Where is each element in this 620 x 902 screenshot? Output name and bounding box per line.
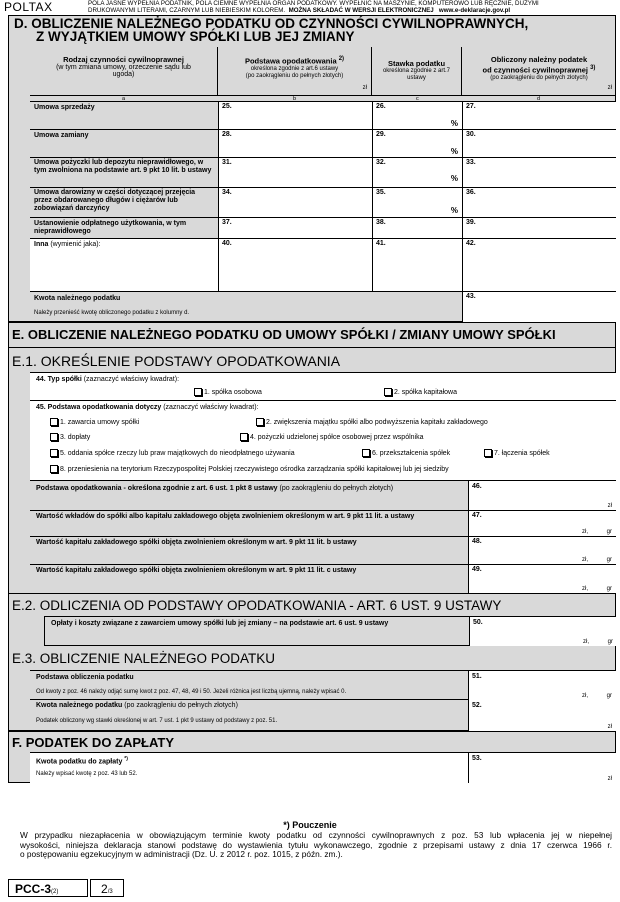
f48-label: Wartość kapitału zakładowego spółki objęta zwolnieniem określonym w art. 9 pkt 11 lit. b ustawy [36, 539, 357, 546]
field-35-num: 35. [376, 189, 386, 196]
field-40[interactable]: 40. [218, 239, 372, 292]
inna-rest: (wymienić jaka): [48, 241, 101, 248]
f51-label: Podstawa obliczenia podatku [36, 674, 134, 681]
field-46-row [30, 481, 616, 511]
header-line-2 [88, 7, 616, 14]
f44-opt1-label: 1. spółka osobowa [203, 388, 262, 396]
f49-label: Wartość kapitału zakładowego spółki objęta zwolnieniem określonym w art. 9 pkt 11 lit. c ustawy [36, 567, 357, 574]
field-51-row [30, 670, 616, 700]
col-d-header [462, 47, 616, 95]
section-d-title-line2: Z WYJĄTKIEM UMOWY SPÓŁKI LUB JEJ ZMIANY [36, 29, 355, 44]
field-37[interactable]: 37. [218, 218, 372, 249]
f51-zl: zł, [582, 693, 588, 699]
table-row [30, 102, 616, 130]
field-33[interactable]: 33. [462, 158, 616, 187]
f53-label: Kwota podatku do zapłaty [36, 758, 123, 766]
field-38-num: 38. [376, 219, 386, 226]
row-label: Umowa sprzedaży [34, 104, 95, 111]
f51-note: Od kwoty z poz. 46 należy odjąć sumę kwot z poz. 47, 48, 49 i 50. Jeżeli różnica jest liczbą ujemną, należy wpisać 0. [36, 689, 347, 695]
f49-zl: zł, [582, 586, 588, 592]
col-b-zl: zł [362, 85, 367, 91]
col-a-title: Rodzaj czynności cywilnoprawnej [63, 55, 184, 64]
field-51[interactable] [468, 671, 616, 700]
f52-label: Kwota należnego podatku [36, 702, 123, 709]
header-line-2a: DRUKOWANYMI LITERAMI, CZARNYM LUB NIEBIESKIM KOLOREM. [88, 7, 286, 14]
col-d-sup: 3) [590, 65, 596, 71]
field-48[interactable] [468, 537, 616, 564]
pct-sign: % [450, 206, 458, 215]
f44-option-1[interactable] [194, 388, 262, 396]
section-d-title [14, 17, 614, 43]
checkbox-icon[interactable] [256, 418, 264, 426]
header-line-2b: MOŻNA SKŁADAĆ W WERSJI ELEKTRONICZNEJ [288, 7, 434, 14]
f53-note: Należy wpisać kwotę z poz. 43 lub 52. [36, 771, 138, 777]
f47-zl: zł, [582, 529, 588, 535]
checkbox-icon[interactable] [484, 449, 492, 457]
checkbox-icon[interactable] [240, 433, 248, 441]
f45-opt4-label: 4. pożyczki udzielonej spółce osobowej przez wspólnika [249, 433, 424, 441]
f44-opt2-label: 2. spółka kapitałowa [393, 388, 457, 396]
col-c-header [372, 47, 462, 95]
col-b-title: Podstawa opodatkowania [244, 56, 337, 66]
checkbox-icon[interactable] [50, 418, 58, 426]
f45-option-3[interactable] [50, 433, 90, 441]
form-code [8, 879, 88, 897]
col-d-title1: Obliczony należny podatek [490, 55, 588, 64]
checkbox-icon[interactable] [50, 465, 58, 473]
col-d-title2: od czynności cywilnoprawnej [482, 65, 588, 75]
row-label: Umowa zamiany [34, 132, 89, 139]
kwota-43-row [30, 292, 616, 322]
f50-num: 50. [473, 619, 483, 626]
f45-opt1-label: 1. zawarcia umowy spółki [59, 418, 140, 426]
f45-opt7-label: 7. łączenia spółek [493, 449, 550, 457]
table-row [30, 130, 616, 158]
f44-label: 44. Typ spółki [36, 376, 82, 383]
row-label: Umowa darowizny w części dotyczącej przejęcia przez obdarowanego długów i ciężarów lub zobowiązań darczyńcy [34, 189, 196, 212]
kwota-43-label: Kwota należnego podatku [34, 295, 121, 302]
f53-zl: zł [607, 776, 612, 782]
f45-opt5-label: 5. oddania spółce rzeczy lub praw majątkowych do nieodpłatnego używania [59, 449, 295, 457]
letter-b: b [293, 96, 297, 102]
header-instructions [88, 0, 616, 14]
section-e-title: E. OBLICZENIE NALEŻNEGO PODATKU OD UMOWY SPÓŁKI / ZMIANY UMOWY SPÓŁKI [12, 327, 556, 342]
divider [8, 347, 616, 348]
section-f-title: F. PODATEK DO ZAPŁATY [12, 735, 175, 750]
col-c-title: Stawka podatku [387, 59, 446, 68]
f45-opt2-label: 2. zwiększenia majątku spółki albo podwyższenia kapitału zakładowego [265, 418, 488, 426]
section-e2-title: E.2. ODLICZENIA OD PODSTAWY OPODATKOWANIA - ART. 6 UST. 9 USTAWY [12, 598, 502, 613]
col-b-header [218, 47, 372, 95]
inna-label[interactable] [34, 241, 101, 249]
section-d-rows [30, 102, 616, 252]
row-label: Umowa pożyczki lub depozytu nieprawidłowego, w tym zwolniona na podstawie art. 9 pkt 10 lit. b ustawy [34, 159, 212, 174]
field-42[interactable]: 42. [462, 239, 616, 292]
field-49-row [30, 565, 616, 593]
f50-gr: gr [607, 639, 613, 645]
field-44 [30, 372, 616, 401]
field-43[interactable]: 43. [462, 292, 616, 322]
pct-sign: % [450, 147, 458, 156]
field-52[interactable] [468, 700, 616, 731]
field-45 [30, 401, 616, 481]
field-28[interactable]: 28. [218, 130, 372, 157]
field-34[interactable]: 34. [218, 188, 372, 217]
letter-a: a [122, 96, 126, 102]
f51-num: 51. [472, 673, 482, 680]
f44-note: (zaznaczyć właściwy kwadrat): [81, 376, 180, 383]
col-d-sub: (po zaokrągleniu do pełnych złotych) [490, 74, 588, 81]
field-35[interactable] [372, 188, 462, 217]
f45-note: (zaznaczyć właściwy kwadrat): [161, 404, 259, 411]
f45-option-2[interactable] [256, 418, 488, 426]
column-headers [30, 47, 616, 95]
f50-zl: zł, [583, 639, 589, 645]
f46-note: (po zaokrągleniu do pełnych złotych) [277, 485, 394, 492]
checkbox-icon[interactable] [50, 449, 58, 457]
field-39[interactable]: 39. [462, 218, 616, 249]
letter-c: c [416, 96, 419, 102]
inna-row [30, 238, 616, 292]
header-line-1: POLA JASNE WYPEŁNIA PODATNIK, POLA CIEMNE WYPEŁNIA ORGAN PODATKOWY. WYPEŁNIĆ NA MASZYNIE, KOMPUTEROWO LUB RĘCZNIE, DUŻYMI [88, 0, 539, 7]
checkbox-icon[interactable] [194, 388, 202, 396]
f44-option-2[interactable] [384, 388, 457, 396]
form-version: (2) [51, 889, 59, 895]
section-e1-title: E.1. OKREŚLENIE PODSTAWY OPODATKOWANIA [12, 353, 341, 369]
table-row [30, 158, 616, 188]
kwota-43-note: Należy przenieść kwotę obliczonego podatku z kolumny d. [34, 310, 190, 316]
field-30[interactable]: 30. [462, 130, 616, 157]
col-c-sub1: określona zgodnie z art.7 [382, 68, 451, 74]
field-32[interactable] [372, 158, 462, 187]
section-d-title-line1: D. OBLICZENIE NALEŻNEGO PODATKU OD CZYNNOŚCI CYWILNOPRAWNYCH, [14, 16, 529, 31]
f47-gr: gr [606, 529, 612, 535]
field-52-row [30, 700, 616, 731]
pct-sign: % [450, 119, 458, 128]
f47-label: Wartość wkładów do spółki albo kapitału zakładowego objęta zwolnieniem określonym w art. 9 pkt 11 lit. a ustawy [36, 513, 415, 520]
inna-bold: Inna [34, 241, 49, 248]
field-50[interactable] [469, 617, 617, 646]
checkbox-icon[interactable] [50, 433, 58, 441]
field-47-row [30, 511, 616, 537]
col-b-sub1: określona zgodnie z art.6 ustawy [250, 65, 339, 72]
field-49[interactable] [468, 565, 616, 593]
f53-num: 53. [472, 755, 482, 762]
page-total: /3 [107, 889, 113, 895]
poltax-brand: POLTAX [4, 0, 53, 14]
f45-option-4[interactable] [240, 433, 424, 441]
page-current: 2 [101, 882, 108, 896]
table-row [30, 188, 616, 218]
pct-sign: % [450, 174, 458, 183]
col-a-subtitle: (w tym zmiana umowy, orzeczenie sądu lub ugoda) [56, 64, 191, 78]
field-46[interactable] [468, 481, 616, 510]
checkbox-icon[interactable] [384, 388, 392, 396]
f46-zl: zł [607, 503, 612, 509]
f50-label: Opłaty i koszty związane z zawarciem umowy spółki lub jej zmiany – na podstawie art. 6 ust. 9 ustawy [51, 620, 389, 627]
f45-option-8[interactable] [50, 465, 449, 473]
section-e3-title: E.3. OBLICZENIE NALEŻNEGO PODATKU [12, 651, 276, 666]
f49-gr: gr [606, 586, 612, 592]
field-26[interactable] [372, 102, 462, 129]
field-25[interactable]: 25. [218, 102, 372, 129]
f52-note: Podatek obliczony wg stawki określonej w art. 7 ust. 1 pkt 9 ustawy od podstawy z poz. 51. [36, 718, 278, 724]
f45-opt6-label: 6. przekształcenia spółek [371, 449, 451, 457]
col-b-sub2: (po zaokrągleniu do pełnych złotych) [245, 72, 344, 79]
f48-gr: gr [606, 557, 612, 563]
pouczenie-line3: o postępowaniu egzekucyjnym w administracji (Dz. U. z 2012 r. poz. 1015, z późn. zm.). [20, 849, 343, 859]
f45-option-1[interactable] [50, 418, 139, 426]
f48-zl: zł, [582, 557, 588, 563]
field-31[interactable]: 31. [218, 158, 372, 187]
f46-label: Podstawa opodatkowania - określona zgodnie z art. 6 ust. 1 pkt 8 ustawy [36, 485, 278, 492]
field-29[interactable] [372, 130, 462, 157]
field-26-num: 26. [376, 103, 386, 110]
f45-opt8-label: 8. przeniesienia na terytorium Rzeczypospolitej Polskiej rzeczywistego ośrodka zarządzania spółki kapitałowej lub jej siedziby [59, 465, 449, 473]
col-d-zl: zł [607, 85, 612, 91]
f45-opt3-label: 3. dopłaty [59, 433, 91, 441]
checkbox-icon[interactable] [362, 449, 370, 457]
divider [8, 593, 616, 594]
column-letters [30, 95, 616, 102]
form-code-text: PCC-3 [15, 882, 52, 896]
f48-num: 48. [472, 538, 482, 545]
field-53[interactable] [468, 753, 616, 783]
field-50-row [44, 616, 616, 646]
f49-num: 49. [472, 566, 482, 573]
field-41[interactable]: 41. [372, 239, 462, 292]
page-number [90, 879, 124, 897]
pouczenie-text [20, 831, 612, 860]
pouczenie-title: *) Pouczenie [283, 820, 337, 830]
field-32-num: 32. [376, 159, 386, 166]
f51-gr: gr [606, 693, 612, 699]
f45-label: 45. Podstawa opodatkowania dotyczy [36, 404, 162, 411]
f45-option-5[interactable] [50, 449, 295, 457]
header-link[interactable]: www.e-deklaracje.gov.pl [438, 7, 511, 14]
field-47[interactable] [468, 511, 616, 536]
f52-zl: zł [607, 724, 612, 730]
f45-option-7[interactable] [484, 449, 550, 457]
field-27[interactable]: 27. [462, 102, 616, 129]
row-label: Ustanowienie odpłatnego użytkowania, w tym nieprawidłowego [34, 220, 187, 235]
field-36[interactable]: 36. [462, 188, 616, 217]
field-48-row [30, 537, 616, 565]
col-c-sub2: ustawy [407, 75, 426, 81]
f47-num: 47. [472, 512, 482, 519]
col-a-header [30, 47, 218, 95]
letter-d: d [537, 96, 541, 102]
col-b-sup: 2) [338, 56, 345, 62]
f52-num: 52. [472, 702, 482, 709]
f52-note-inline: (po zaokrągleniu do pełnych złotych) [122, 702, 238, 709]
pouczenie-line2: wysokości, niniejsza deklaracja stanowi podstawę do wystawienia tytułu wykonawczego, zgodnie z przepisami ustawy z dnia 17 czerwca 1966 r. [20, 839, 612, 850]
f45-option-6[interactable] [362, 449, 450, 457]
field-53-row [30, 752, 616, 783]
f53-sup: *) [124, 756, 128, 762]
field-29-num: 29. [376, 131, 386, 138]
pouczenie-line1: W przypadku niezapłacenia w obowiązującym terminie kwoty podatku od czynności cywilnoprawnych z poz. 53 lub wpłacenia jej w niepełnej [20, 830, 612, 840]
f46-num: 46. [472, 483, 482, 490]
